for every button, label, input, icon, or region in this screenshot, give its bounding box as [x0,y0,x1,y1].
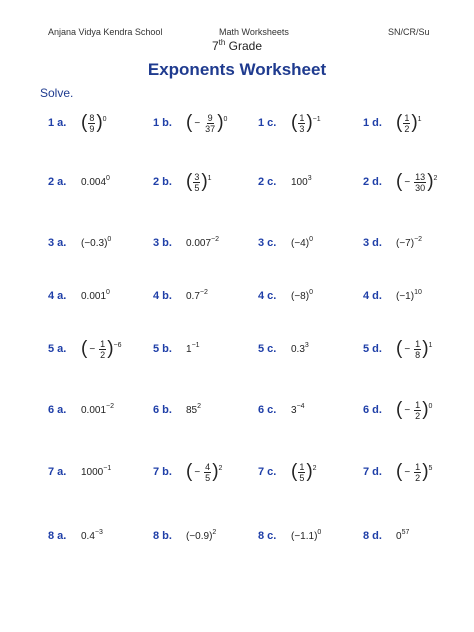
exponent: 5 [428,464,433,472]
problem-label: 3 a. [48,237,67,249]
numerator: 4 [205,461,211,472]
worksheet-title: Exponents Worksheet [147,60,327,79]
negative-sign: − [404,176,411,188]
numerator: 9 [207,112,213,123]
problem-label: 2 a. [48,176,67,188]
problem-label: 4 b. [153,290,172,302]
problem-label: 4 d. [363,290,382,302]
problem-8d [363,521,409,551]
exponent: 0 [309,235,313,243]
problem-8a [48,521,103,551]
negative-sign: − [404,466,411,478]
problem-label: 7 b. [153,466,172,478]
problem-expression [81,464,112,478]
problem-1b [153,108,227,138]
problem-2c [258,167,312,197]
problem-expression: ( − $\frac{4}{5}$ ) $^2$ [186,460,223,483]
exponent: 2 [433,174,438,182]
problem-expression: ( − $\frac{13}{30}$ ) $^2$ [396,170,438,193]
problem-label: 7 d. [363,466,382,478]
base: 0 [396,530,402,542]
problem-label: 8 c. [258,530,277,542]
numerator: 1 [100,338,106,349]
problem-4c [258,281,313,311]
problem-3c [258,228,313,258]
problem-5d [363,334,432,364]
problem-expression: ( $\frac{3}{5}$ ) $^1$ [186,170,212,193]
exponent: −1 [191,341,200,349]
exponent: 0 [223,115,228,123]
problem-label: 5 b. [153,343,172,355]
numerator: 13 [415,171,426,182]
problem-expression: ( $\frac{1}{3}$ ) $^{-1}$ [291,111,321,134]
problem-expression [291,174,312,188]
numerator: 1 [415,461,421,472]
denominator: 2 [415,410,421,421]
header-code: SN/CR/Su [388,27,430,37]
base: 0.004 [81,176,107,188]
base: 0.7 [186,290,200,302]
problem-expression [396,235,423,249]
problem-6c [258,395,305,425]
problem-label: 7 c. [258,466,277,478]
problem-expression [291,528,322,542]
exponent: 0 [106,288,110,296]
base: 85 [186,404,198,416]
problem-2b [153,167,212,197]
problem-expression: ( $\frac{1}{2}$ ) $^1$ [396,111,422,134]
base: (−0.9) [186,530,213,542]
problem-expression [81,402,115,416]
problem-label: 5 d. [363,343,382,355]
problem-label: 8 d. [363,530,382,542]
base: (−1) [396,290,415,302]
header-subject: Math Worksheets [219,27,289,37]
problem-6d [363,395,432,425]
exponent: −4 [296,402,305,410]
problem-expression [291,235,313,249]
numerator: 1 [404,112,410,123]
exponent: 1 [417,115,422,123]
problem-1d [363,108,422,138]
problem-label: 1 d. [363,117,382,129]
problem-expression: ( $\frac{1}{5}$ ) $^2$ [291,460,317,483]
exponent: 2 [197,402,202,410]
problem-expression: ( − $\frac{1}{2}$ ) $^5$ [396,460,433,483]
exponent: 0 [317,528,322,536]
grade-suffix: th [218,38,226,47]
negative-sign: − [194,117,201,129]
exponent: 2 [212,528,217,536]
exponent: −2 [211,235,220,243]
problem-label: 2 c. [258,176,277,188]
negative-sign: − [404,404,411,416]
problem-label: 3 b. [153,237,172,249]
problem-6a [48,395,114,425]
problem-2a [48,167,110,197]
instruction-text: Solve. [40,86,74,100]
exponent: 2 [218,464,223,472]
base: (−8) [291,290,310,302]
exponent: 0 [106,174,110,182]
grade-word: Grade [228,39,263,53]
problem-expression: ( − $\frac{9}{37}$ ) $^0$ [186,111,228,134]
denominator: 37 [205,123,216,134]
denominator: 9 [89,123,95,134]
exponent: 3 [307,174,312,182]
problem-expression [81,528,103,542]
problem-label: 6 c. [258,404,277,416]
problem-1a [48,108,107,138]
negative-sign: − [404,343,411,355]
denominator: 2 [100,349,106,360]
problem-7d [363,457,432,487]
problem-expression [186,235,220,249]
exponent: 0 [102,115,107,123]
problem-expression [396,288,422,302]
problem-4b [153,281,208,311]
exponent: 1 [428,341,433,349]
problem-label: 5 c. [258,343,277,355]
problem-label: 6 d. [363,404,382,416]
base: (−0.3) [81,237,108,249]
grade-number: 7 [211,39,219,53]
problem-4a [48,281,110,311]
numerator: 3 [194,171,200,182]
problem-expression [291,341,309,355]
base: 1 [186,343,192,355]
problem-7b [153,457,222,487]
problem-7c [258,457,317,487]
exponent: 0 [309,288,313,296]
base: (−1.1) [291,530,318,542]
grade-heading [0,38,474,53]
problem-expression: ( − $\frac{1}{2}$ ) $^0$ [396,398,433,421]
denominator: 30 [415,182,426,193]
base: 0.3 [291,343,305,355]
denominator: 3 [299,123,305,134]
problem-1c [258,108,321,138]
problem-expression [186,528,217,542]
problem-label: 4 c. [258,290,277,302]
problem-expression [186,288,208,302]
problem-expression [291,288,313,302]
base: 0.001 [81,290,107,302]
denominator: 5 [205,472,211,483]
problem-label: 8 a. [48,530,67,542]
base: (−7) [396,237,415,249]
problem-expression [81,288,110,302]
problem-expression: ( − $\frac{1}{8}$ ) $^1$ [396,337,433,360]
exponent: 2 [312,464,317,472]
problem-label: 6 b. [153,404,172,416]
problem-3a [48,228,111,258]
problem-label: 2 d. [363,176,382,188]
base: (−4) [291,237,310,249]
problem-2d [363,167,437,197]
denominator: 2 [404,123,410,134]
problem-label: 3 c. [258,237,277,249]
exponent: −1 [312,115,321,123]
numerator: 1 [299,461,305,472]
exponent: 0 [428,402,433,410]
problem-label: 3 d. [363,237,382,249]
header-school: Anjana Vidya Kendra School [48,27,163,37]
problem-label: 1 a. [48,117,67,129]
exponent: −6 [113,341,122,349]
base: 0.007 [186,237,212,249]
problem-expression: ( − $\frac{1}{2}$ ) $^{-6}$ [81,337,122,360]
base: 3 [291,404,297,416]
problem-7a [48,457,111,487]
exponent: 10 [414,288,422,296]
denominator: 8 [415,349,421,360]
exponent: −3 [94,528,103,536]
problem-expression [81,174,110,188]
exponent: 0 [107,235,112,243]
problem-5c [258,334,309,364]
denominator: 5 [299,472,305,483]
problem-label: 8 b. [153,530,172,542]
numerator: 8 [89,112,95,123]
exponent: −1 [103,464,112,472]
problem-expression [291,402,305,416]
problem-label: 1 b. [153,117,172,129]
numerator: 1 [415,399,421,410]
exponent: 57 [401,528,410,536]
problem-label: 6 a. [48,404,67,416]
problem-label: 5 a. [48,343,67,355]
base: 0.4 [81,530,95,542]
problem-expression: ( $\frac{8}{9}$ ) $^0$ [81,111,107,134]
exponent: −2 [414,235,423,243]
negative-sign: − [194,466,201,478]
problem-4d [363,281,422,311]
numerator: 1 [299,112,305,123]
problem-5a [48,334,122,364]
exponent: 1 [207,174,212,182]
exponent: −2 [199,288,208,296]
problem-expression [186,402,202,416]
exponent: 3 [304,341,309,349]
problem-label: 7 a. [48,466,67,478]
negative-sign: − [89,343,96,355]
base: 100 [291,176,308,188]
problem-8b [153,521,216,551]
problem-label: 1 c. [258,117,277,129]
numerator: 1 [415,338,421,349]
base: 0.001 [81,404,107,416]
problem-5b [153,334,200,364]
problem-expression [396,528,410,542]
exponent: −2 [106,402,115,410]
denominator: 2 [415,472,421,483]
problem-8c [258,521,321,551]
problem-label: 2 b. [153,176,172,188]
denominator: 5 [194,182,200,193]
base: 1000 [81,466,104,478]
problem-3b [153,228,219,258]
problem-label: 4 a. [48,290,67,302]
problem-3d [363,228,422,258]
problem-expression [186,341,200,355]
problem-expression [81,235,112,249]
problem-6b [153,395,201,425]
